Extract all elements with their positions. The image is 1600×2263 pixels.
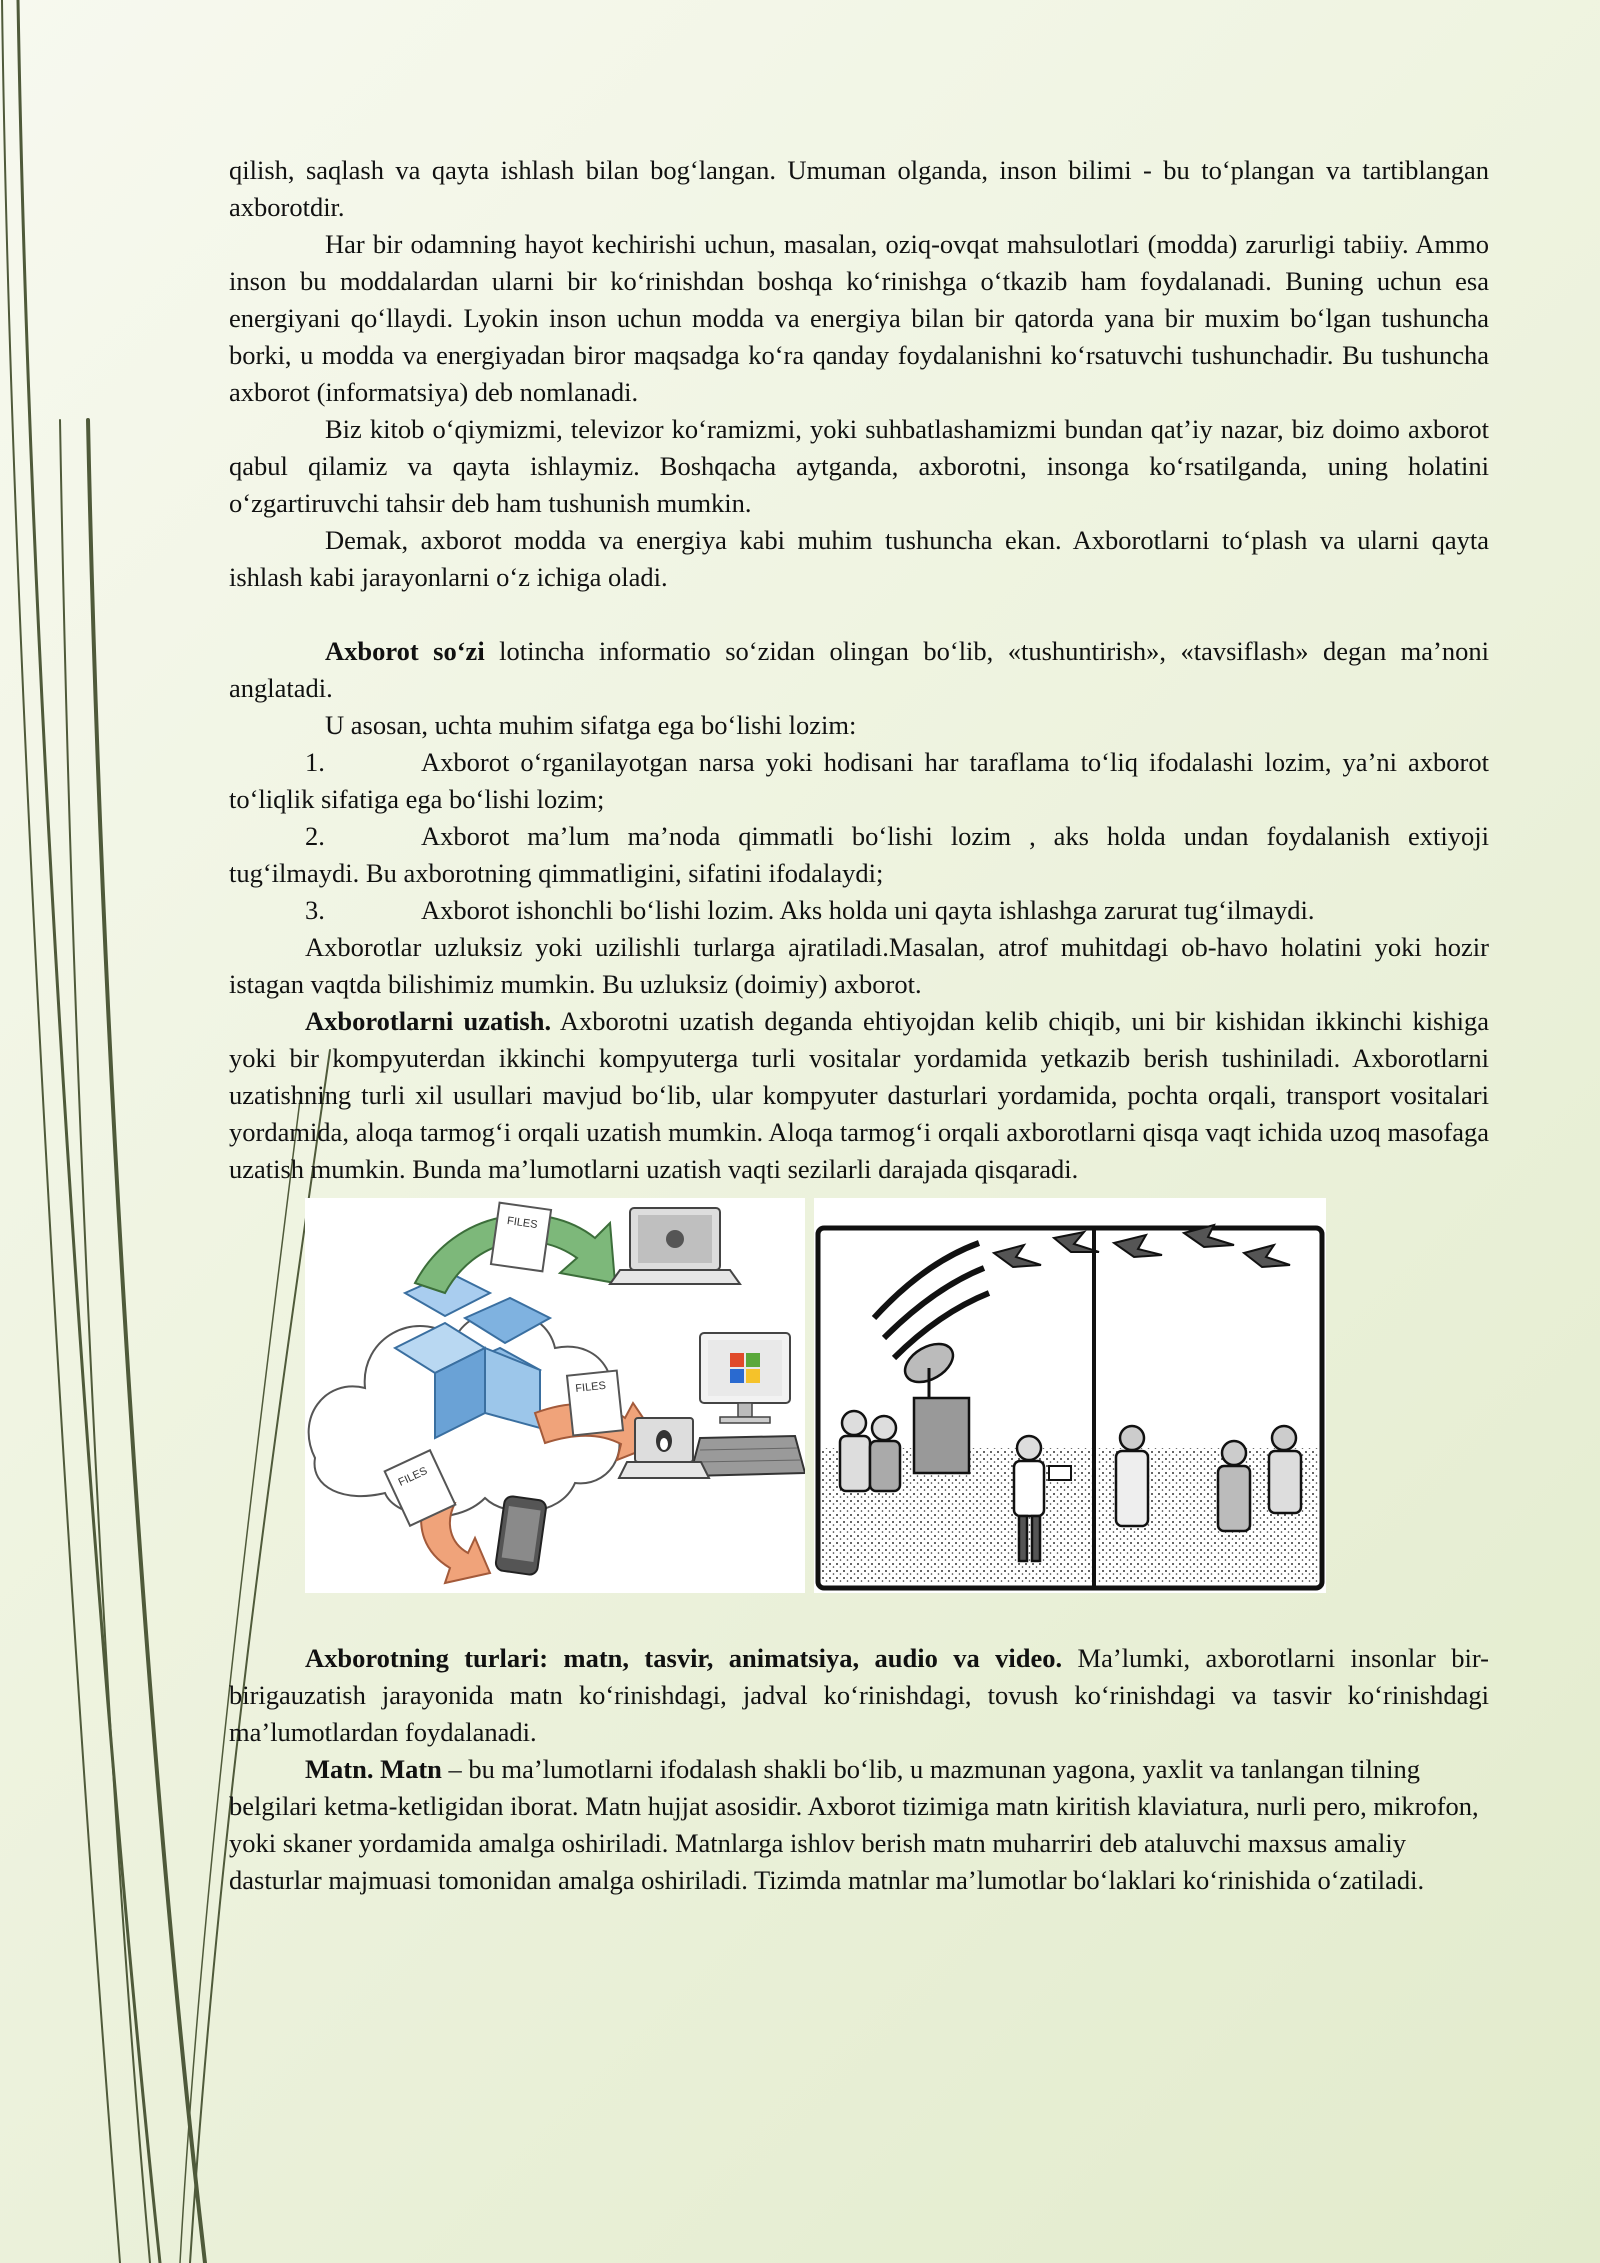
list-item-2 — [229, 818, 1489, 892]
paragraph-types — [229, 1640, 1489, 1751]
paragraph-3: Biz kitob o‘qiymizmi, televizor ko‘ramizmi, yoki suhbatlashamizmi bundan qat’iy nazar, biz doimo axborot qabul qilamiz va qayta ishlaymiz. Boshqacha aytganda, axborotni, insonga ko‘rsatilganda, uning holatini o‘zgartiruvchi tahsir deb ham tushunish mumkin. — [229, 414, 1489, 518]
paragraph-transfer — [229, 1003, 1489, 1188]
communication-comic-illustration — [814, 1198, 1326, 1593]
list-text: Axborot o‘rganilayotgan narsa yoki hodisani har taraflama to‘liq ifodalashi lozim, ya’ni axborot to‘liqlik sifatiga ega bo‘lishi lozim; — [229, 747, 1489, 814]
file-label: FILES — [396, 1465, 430, 1489]
list-item-1 — [229, 744, 1489, 818]
illustrations-row — [229, 1198, 1489, 1598]
paragraph-text: – bu ma’lumotlarni ifodalash shakli bo‘lib, u mazmunan yagona, yaxlit va tanlangan tilning belgilari ketma-ketligidan iborat. Matn hujjat asosidir. Axborot tizimiga matn kiritish klaviatura, nurli pero, mikrofon, yoki skaner yordamida amalga oshiriladi. Matnlarga ishlov berish matn muharriri deb ataluvchi maxsus amaliy dasturlar majmuasi tomonidan amalga oshiriladi. Tizimda matnlar ma’lumotlar bo‘laklari ko‘rinishida o‘zatiladi. — [229, 1754, 1479, 1895]
letter-icon — [1049, 1466, 1071, 1480]
file-icon — [567, 1371, 623, 1436]
heading-transfer: Axborotlarni uzatish. — [305, 1006, 552, 1036]
paragraph-text-definition — [229, 1751, 1489, 1899]
paragraph-qualities-intro: U asosan, uchta muhim sifatga ega bo‘lishi lozim: — [325, 710, 857, 740]
paragraph-axborot-sozi — [229, 633, 1489, 707]
heading-text: Matn. Matn — [305, 1754, 442, 1784]
paragraph-text: lotincha informatio so‘zidan olingan bo‘lib, «tushuntirish», «tavsiflash» degan ma’noni anglatadi. — [229, 636, 1489, 703]
paragraph-text: Ma’lumki, axborotlarni insonlar bir-birigauzatish jarayonida matn ko‘rinishdagi, jadval ko‘rinishdagi, tovush ko‘rinishdagi va tasvir ko‘rinishdagi ma’lumotlardan foydalanadi. — [229, 1643, 1489, 1747]
file-label: FILES — [506, 1214, 539, 1232]
paragraph-4: Demak, axborot modda va energiya kabi muhim tushuncha ekan. Axborotlarni to‘plash va ularni qayta ishlash kabi jarayonlarni o‘z ichiga oladi. — [229, 525, 1489, 592]
heading-types: Axborotning turlari: matn, tasvir, animatsiya, audio va video. — [305, 1643, 1063, 1673]
list-item-3 — [229, 892, 1489, 929]
file-label: FILES — [574, 1379, 607, 1395]
paragraph-1: qilish, saqlash va qayta ishlash bilan bog‘langan. Umuman olganda, inson bilimi - bu to‘plangan va tartiblangan axborotdir. — [229, 155, 1489, 222]
file-icon — [491, 1203, 551, 1272]
list-number: 2. — [305, 821, 325, 851]
monitor-icon — [700, 1333, 790, 1423]
paragraph-2: Har bir odamning hayot kechirishi uchun, masalan, oziq-ovqat mahsulotlari (modda) zarurligi tabiiy. Ammo inson bu moddalardan ularni bir ko‘rinishdan boshqa ko‘rinishga o‘tkazib ham foydalanadi. Buning uchun esa energiyani qo‘llaydi. Lyokin inson uchun modda va energiya bilan bir qatorda yana bir muxim bo‘lgan tushuncha borki, u modda va energiyadan biror maqsadga ko‘ra qanday foydalanishni ko‘rsatuvchi tushunchadir. Bu tushuncha axborot (informatsiya) deb nomlanadi. — [229, 229, 1489, 407]
laptop-icon — [610, 1208, 740, 1284]
phone-icon — [495, 1495, 547, 1575]
document-body — [229, 152, 1489, 1899]
paragraph-text: Axborotni uzatish deganda ehtiyojdan kelib chiqib, uni bir kishidan ikkinchi kishiga yoki bir kompyuterdan ikkinchi kompyuterga turli vositalar yordamida yetkazib berish tushiniladi. Axborotlarni uzatishning turli xil usullari mavjud bo‘lib, ular kompyuter dasturlari yordamida, pochta orqali, transport vositalari yordamida, aloqa tarmog‘i orqali uzatish mumkin. Aloqa tarmog‘i orqali axborotlarni qisqa vaqt ichida uzoq masofaga uzatish mumkin. Bunda ma’lumotlarni uzatish vaqti sezilarli darajada qisqaradi. — [229, 1006, 1489, 1184]
keyboard-icon — [690, 1436, 805, 1476]
list-text: Axborot ishonchli bo‘lishi lozim. Aks holda uni qayta ishlashga zarurat tug‘ilmaydi. — [421, 895, 1315, 925]
term-axborot-sozi: Axborot so‘zi — [325, 636, 485, 666]
list-text: Axborot ma’lum ma’noda qimmatli bo‘lishi lozim , aks holda undan foydalanish extiyoji tug‘ilmaydi. Bu axborotning qimmatligini, sifatini ifodalaydi; — [229, 821, 1489, 888]
paragraph-continuous: Axborotlar uzluksiz yoki uzilishli turlarga ajratiladi.Masalan, atrof muhitdagi ob-havo holatini yoki hozir istagan vaqtda bilishimiz mumkin. Bu uzluksiz (doimiy) axborot. — [229, 932, 1489, 999]
spacer — [229, 596, 1489, 633]
cloud-sharing-illustration — [305, 1198, 805, 1593]
list-number: 1. — [305, 747, 325, 777]
list-number: 3. — [305, 895, 325, 925]
